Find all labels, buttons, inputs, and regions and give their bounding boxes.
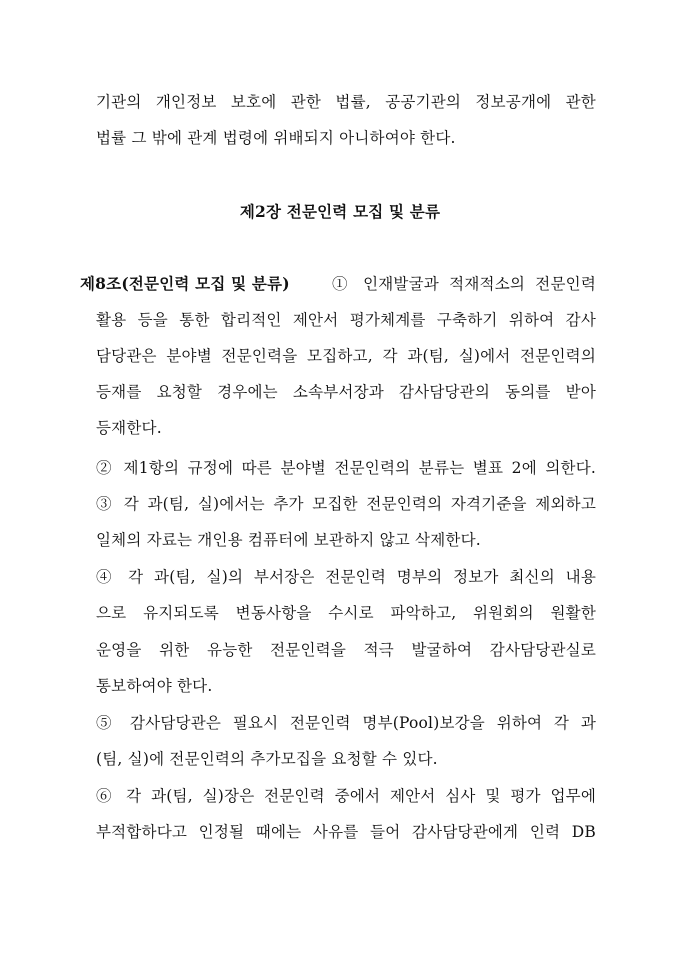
paragraph-1-line: 담당관은 분야별 전문인력을 모집하고, 각 과(팀, 실)에서 전문인력의 <box>96 347 596 365</box>
paragraph-5-line: ⑤ 감사담당관은 필요시 전문인력 명부(Pool)보강을 위하여 각 과 <box>96 714 596 732</box>
paragraph-1-line: 활용 등을 통한 합리적인 제안서 평가체계를 구축하기 위하여 감사 <box>96 311 596 329</box>
paragraph-2-line: ② 제1항의 규정에 따른 분야별 전문인력의 분류는 별표 2에 의한다. <box>96 459 596 477</box>
article-heading: 제8조(전문인력 모집 및 분류) <box>80 274 290 293</box>
intro-line-2: 법률 그 밖에 관계 법령에 위배되지 아니하여야 한다. <box>96 129 456 147</box>
paragraph-4-line: 운영을 위한 유능한 전문인력을 적극 발굴하여 감사담당관실로 <box>96 641 596 659</box>
paragraph-3-line: ③ 각 과(팀, 실)에서는 추가 모집한 전문인력의 자격기준을 제외하고 <box>96 495 596 513</box>
paragraph-4-line: ④ 각 과(팀, 실)의 부서장은 전문인력 명부의 정보가 최신의 내용 <box>96 568 596 586</box>
paragraph-1-first-line: ① 인재발굴과 적재적소의 전문인력 <box>332 275 596 293</box>
paragraph-6-line: 부적합하다고 인정될 때에는 사유를 들어 감사담당관에게 인력 DB <box>96 823 596 841</box>
intro-line-1: 기관의 개인정보 보호에 관한 법률, 공공기관의 정보공개에 관한 <box>96 93 596 111</box>
paragraph-4-line: 통보하여야 한다. <box>96 677 213 695</box>
paragraph-5-line: (팀, 실)에 전문인력의 추가모집을 요청할 수 있다. <box>96 750 438 768</box>
paragraph-1-line: 등재를 요청할 경우에는 소속부서장과 감사담당관의 동의를 받아 <box>96 383 596 401</box>
paragraph-6-line: ⑥ 각 과(팀, 실)장은 전문인력 중에서 제안서 심사 및 평가 업무에 <box>96 787 596 805</box>
paragraph-4-line: 으로 유지되도록 변동사항을 수시로 파악하고, 위원회의 원활한 <box>96 604 596 622</box>
chapter-title: 제2장 전문인력 모집 및 분류 <box>239 202 441 221</box>
paragraph-1-line: 등재한다. <box>96 419 162 437</box>
paragraph-3-line: 일체의 자료는 개인용 컴퓨터에 보관하지 않고 삭제한다. <box>96 531 481 549</box>
